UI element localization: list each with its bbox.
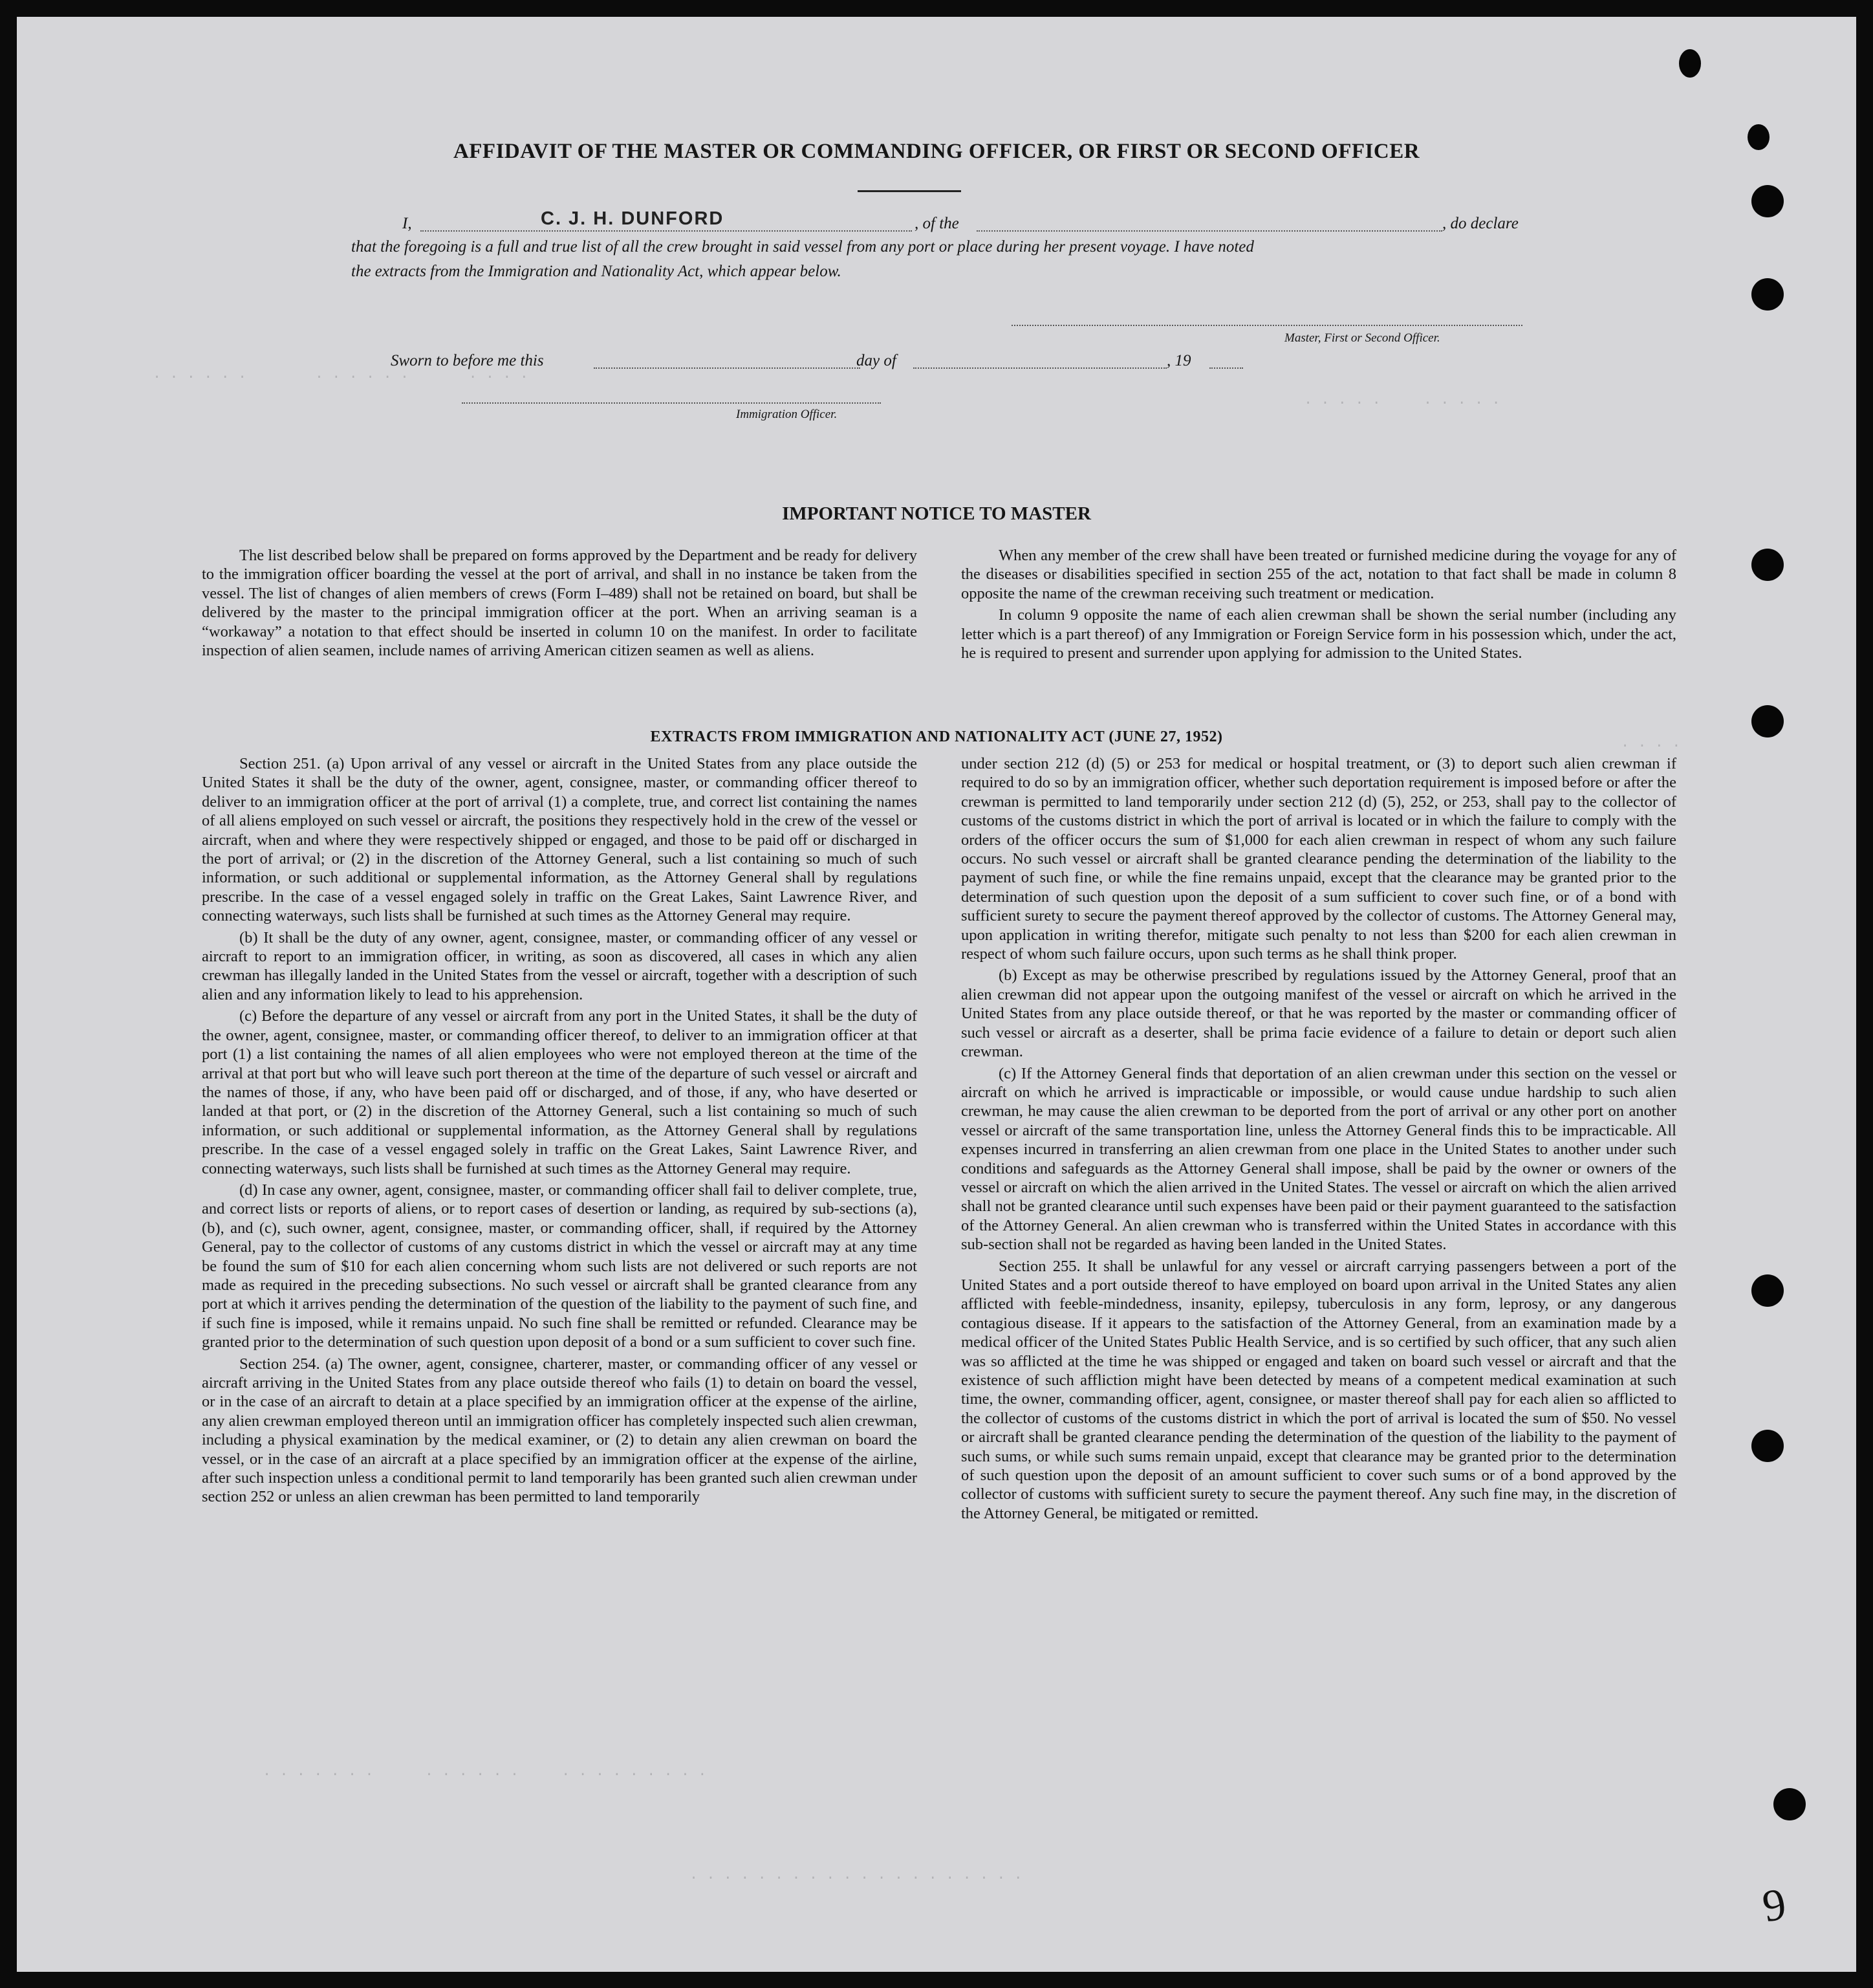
of-the-label: , of the xyxy=(915,215,959,232)
bleed-through-text: . . . . . . . . . . . . . . . . xyxy=(153,366,528,382)
signature-caption: Master, First or Second Officer. xyxy=(1284,331,1440,345)
bleed-through-text: . . . . . . . . . . . . . . . . . . . . . . xyxy=(263,1764,707,1780)
statute-paragraph: Section 251. (a) Upon arrival of any vessel or aircraft in the United States from any place outside the United States it shall be the duty of the owner, agent, consignee, master, or commanding officer thereof to deliver to an immigration officer at the port of arrival (1) a complete, true, and correct list containing the names of all aliens employed on such vessel or aircraft, the positions they respectively hold in the crew of the vessel or aircraft, when and where they were respectively shipped or engaged, and those to be paid off or discharged in the port of arrival; or (2) in the discretion of the Attorney General, such a list containing so much of such information, or such additional or supplemental information, as the Attorney General shall by regulations prescribe. In the case of a vessel engaged solely in traffic on the Great Lakes, Saint Lawrence River, and connecting waterways, such lists shall be furnished at such times as the Attorney General may require. xyxy=(202,755,917,925)
notice-title: IMPORTANT NOTICE TO MASTER xyxy=(782,503,1091,524)
notice-right-column xyxy=(961,546,1676,665)
statute-paragraph: Section 255. It shall be unlawful for any vessel or aircraft carrying passengers between a port of the United States and a port outside thereof to have employed on board upon arrival in the United States any alien afflicted with feeble-mindedness, insanity, epilepsy, tuberculosis in any form, leprosy, or any dangerous contagious disease. If it appears to the satisfaction of the Attorney General, from an examination made by a medical officer of the United States Public Health Service, and is so certified by such officer, that any such alien was so afflicted at the time he was shipped or engaged and taken on board such vessel or aircraft and that the existence of such affliction might have been detected by means of a competent medical examination at such time, the owner, commanding officer, agent, consignee, or master thereof shall pay for each alien so afflicted to the collector of customs of the customs district in which the port of arrival is located the sum of $50. No vessel or aircraft shall be granted clearance pending the determination of the question of the liability to the payment of such sums, or while such sums remain unpaid, except that clearance may be granted prior to the determination of such question upon the deposit of an amount sufficient to cover such sums or of a bond approved by the collector of customs with sufficient surety to secure the payment thereof. Any such fine may, in the discretion of the Attorney General, be mitigated or remitted. xyxy=(961,1257,1676,1522)
binder-hole xyxy=(1751,278,1784,311)
sworn-label: Sworn to before me this xyxy=(391,352,544,369)
statute-paragraph: Section 254. (a) The owner, agent, consignee, charterer, master, or commanding officer of any vessel or aircraft arriving in the United States from any place outside thereof who fails (1) to detain on board the vessel, or in the case of an aircraft to detain at a place specified by an immigration officer at the expense of the airline, any alien crewman employed thereon until an immigration officer has completely inspected such alien crewman, including a physical examination by the medical examiner, or (2) to detain any alien crewman on board the vessel, or in the case of an aircraft at a place specified by an immigration officer at the expense of the airline, after such inspection unless a conditional permit to land temporarily has been granted such alien crewman under section 252 or unless an alien crewman has been permitted to land temporarily xyxy=(202,1355,917,1506)
master-name-field: C. J. H. DUNFORD xyxy=(541,208,724,229)
statute-paragraph: (d) In case any owner, agent, consignee, master, or commanding officer shall fail to deliver complete, true, and correct lists or reports of aliens, or to report cases of desertion or landing, as required by sub-sections (a), (b), and (c), such owner, agent, consignee, master, or commanding officer, shall, if required by the Attorney General, pay to the collector of customs of any customs district in which the vessel or aircraft may at any time be found the sum of $10 for each alien concerning whom such lists are not delivered or such reports are not made as required in the preceding subsections. No such vessel or aircraft shall be granted clearance from any port at which it arrives pending the determination of the question of the liability to the payment of such fine, and if such fine is imposed, while it remains unpaid. No such fine shall be remitted or refunded. Clearance may be granted prior to the determination of such question upon deposit of a bond or a sum sufficient to cover such fine. xyxy=(202,1181,917,1351)
notice-left-column xyxy=(202,546,917,662)
binder-hole xyxy=(1773,1788,1806,1820)
handwritten-page-mark: 9 xyxy=(1759,1879,1790,1932)
statute-paragraph: (b) Except as may be otherwise prescribed by regulations issued by the Attorney General, proof that an alien crewman did not appear upon the outgoing manifest of the vessel or aircraft on which he arrived in the United States from any place outside thereof, or that he was reported by the master or commanding officer of such vessel or aircraft as a deserter, shall be prima facie evidence of a failure to detain or deport such alien crewman. xyxy=(961,967,1676,1061)
statute-paragraph: (c) Before the departure of any vessel or aircraft from any port in the United States, it shall be the duty of the owner, agent, consignee, master, or commanding officer thereof, to deliver to an immigration officer at that port (1) a list containing the names of all alien employees who were not employed thereon at the time of the arrival at that port but who will leave such port thereon at the time of the departure of such vessel or aircraft and the names of those, if any, who have been paid off or discharged, and of those, if any, who have deserted or landed at that port, or (2) in the discretion of the Attorney General, such a list containing so much of such information, or such additional or supplemental information, as the Attorney General shall by regulations prescribe. In the case of a vessel engaged solely in traffic on the Great Lakes, Saint Lawrence River, and connecting waterways, such lists shall be furnished at such times as the Attorney General may require. xyxy=(202,1007,917,1177)
bleed-through-text: . . . . . . . . . . xyxy=(1304,392,1500,408)
notice-paragraph: When any member of the crew shall have been treated or furnished medicine during the voyage for any of the diseases or disabilities specified in section 255 of the act, notation to that fact shall be made in column 8 opposite the name of the crewman receiving such treatment or medication. xyxy=(961,547,1676,602)
immigration-officer-line xyxy=(462,402,881,404)
binder-hole xyxy=(1679,49,1701,78)
master-signature-line xyxy=(1012,325,1522,326)
declaration-text: that the foregoing is a full and true list of all the crew brought in said vessel from any port or place during her present voyage. I have noted xyxy=(351,238,1254,256)
binder-hole xyxy=(1751,185,1784,217)
statute-paragraph: under section 212 (d) (5) or 253 for medical or hospital treatment, or (3) to deport such alien crewman if required to do so by an immigration officer, whether such deportation requirement is imposed before or after the crewman is permitted to land temporarily under section 212 (d) (5), 252, or 253, shall pay to the collector of customs of the customs district in which the port of arrival is located or in which the failure to comply with the orders of the officer occurs the sum of $1,000 for each alien crewman in respect of whom any such failure occurs. No such vessel or aircraft shall be granted clearance pending the determination of the liability to the payment of such fine, or while the fine remains unpaid, except that the clearance may be granted prior to the determination of such question upon the deposit of a sum sufficient to cover such fine, or of a bond with sufficient surety to secure the payment thereof approved by the collector of customs. The Attorney General may, upon application in writing therefor, mitigate such penalty to not less than $200 for each alien crewman in respect of whom such failure occurs, upon such terms as he shall think proper. xyxy=(961,755,1676,963)
sworn-year-line xyxy=(1209,367,1243,369)
sworn-day-line xyxy=(594,367,860,369)
statute-paragraph: (c) If the Attorney General finds that deportation of an alien crewman under this section on the vessel or aircraft on which he arrived is impracticable or impossible, or would cause undue hardship to such alien crewman, he may cause the alien crewman to be deported from the port of arrival or any other port on another vessel or aircraft of the same transportation line, unless the Attorney General finds this to be impracticable. All expenses incurred in transferring an alien crewman from one place in the United States to another under such conditions and safeguards as the Attorney General shall impose, shall be paid by the owner or owners of the vessel or aircraft on which the alien arrived in the United States. The vessel or aircraft on which the alien arrived shall not be granted clearance until such expenses have been paid or their payment guaranteed to the satisfaction of the Attorney General. An alien crewman who is transferred within the United States in accordance with this sub-section shall not be regarded as having been landed in the United States. xyxy=(961,1064,1676,1254)
document-page xyxy=(17,17,1856,1972)
i-label: I, xyxy=(402,215,412,232)
bleed-through-text: . . . . . . . . . . . . . . . . . . . . xyxy=(689,1867,1023,1883)
title-divider xyxy=(858,190,961,192)
declaration-text: the extracts from the Immigration and Nationality Act, which appear below. xyxy=(351,263,841,280)
extracts-right-column xyxy=(961,754,1676,1525)
extracts-left-column xyxy=(202,754,917,1509)
vessel-line xyxy=(977,230,1442,232)
affidavit-title: AFFIDAVIT OF THE MASTER OR COMMANDING OFFICER, OR FIRST OR SECOND OFFICER xyxy=(453,140,1420,163)
binder-hole xyxy=(1751,1430,1784,1462)
binder-hole xyxy=(1751,549,1784,581)
extracts-title: EXTRACTS FROM IMMIGRATION AND NATIONALITY ACT (JUNE 27, 1952) xyxy=(650,728,1223,745)
binder-hole xyxy=(1751,1274,1784,1307)
do-declare-label: , do declare xyxy=(1442,215,1519,232)
statute-paragraph: (b) It shall be the duty of any owner, agent, consignee, master, or commanding officer of any vessel or aircraft to report to an immigration officer, in writing, as soon as discovered, all cases in which any alien crewman has illegally landed in the United States from the vessel or aircraft, together with a description of such alien and any information likely to lead to his apprehension. xyxy=(202,928,917,1003)
officer-caption: Immigration Officer. xyxy=(736,408,838,421)
master-name-line xyxy=(420,230,912,232)
notice-paragraph: In column 9 opposite the name of each alien crewman shall be shown the serial number (including any letter which is a part thereof) of any Immigration or Foreign Service form in his possession which, under the act, he is required to present and surrender upon applying for admission to the United States. xyxy=(961,606,1676,662)
sworn-month-line xyxy=(913,367,1167,369)
year-label: , 19 xyxy=(1167,352,1191,369)
bleed-through-text: . . . . xyxy=(1621,735,1681,751)
notice-paragraph: The list described below shall be prepared on forms approved by the Department and be ready for delivery to the immigration officer boarding the vessel at the port of arrival, and shall in no instance be taken from the vessel. The list of changes of alien members of crews (Form I–489) shall not be retained on board, but shall be delivered by the master to the principal immigration officer at the port. When an arriving seaman is a “workaway” a notation to that effect should be inserted in column 10 on the manifest. In order to facilitate inspection of alien seamen, include names of arriving American citizen seamen as well as aliens. xyxy=(202,547,917,660)
day-of-label: day of xyxy=(856,352,896,369)
